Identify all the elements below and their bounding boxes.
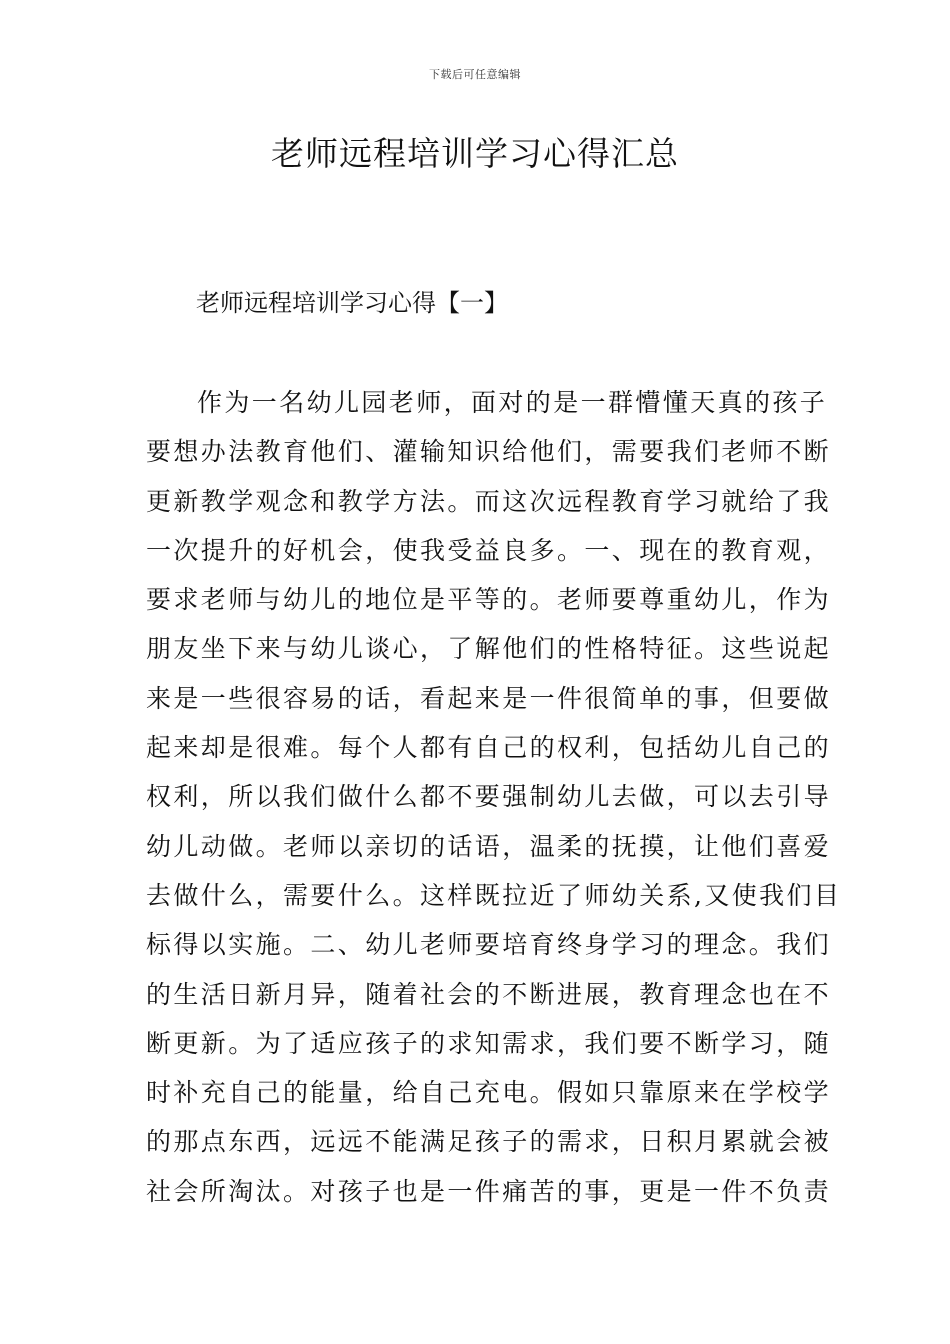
body-line: 要求老师与幼儿的地位是平等的。老师要尊重幼儿，作为 <box>146 585 832 615</box>
body-line: 幼儿动做。老师以亲切的话语，温柔的抚摸，让他们喜爱 <box>146 831 832 861</box>
body-line: 朋友坐下来与幼儿谈心，了解他们的性格特征。这些说起 <box>146 634 832 664</box>
body-line: 更新教学观念和教学方法。而这次远程教育学习就给了我 <box>146 486 832 516</box>
body-line: 标得以实施。二、幼儿老师要培育终身学习的理念。我们 <box>146 930 832 960</box>
header-note: 下载后可任意编辑 <box>429 68 521 81</box>
body-line: 断更新。为了适应孩子的求知需求，我们要不断学习，随 <box>146 1028 832 1058</box>
document-title: 老师远程培训学习心得汇总 <box>271 134 679 173</box>
body-line: 权利，所以我们做什么都不要强制幼儿去做，可以去引导 <box>146 782 832 812</box>
body-line: 作为一名幼儿园老师，面对的是一群懵懂天真的孩子 <box>197 388 828 417</box>
body-line: 社会所淘汰。对孩子也是一件痛苦的事，更是一件不负责 <box>146 1176 832 1206</box>
body-line: 的那点东西，远远不能满足孩子的需求，日积月累就会被 <box>146 1127 832 1157</box>
body-line: 一次提升的好机会，使我受益良多。一、现在的教育观， <box>146 535 832 565</box>
body-line: 去做什么，需要什么。这样既拉近了师幼关系,又使我们目 <box>146 880 842 910</box>
body-line: 要想办法教育他们、灌输知识给他们，需要我们老师不断 <box>146 437 832 467</box>
body-line: 来是一些很容易的话，看起来是一件很简单的事，但要做 <box>146 683 832 713</box>
body-paragraph <box>146 378 842 1216</box>
body-line: 时补充自己的能量，给自己充电。假如只靠原来在学校学 <box>146 1078 832 1108</box>
body-line: 的生活日新月异，随着社会的不断进展，教育理念也在不 <box>146 979 832 1009</box>
body-line: 起来却是很难。每个人都有自己的权利，包括幼儿自己的 <box>146 733 832 763</box>
section-heading: 老师远程培训学习心得【一】 <box>196 289 508 317</box>
